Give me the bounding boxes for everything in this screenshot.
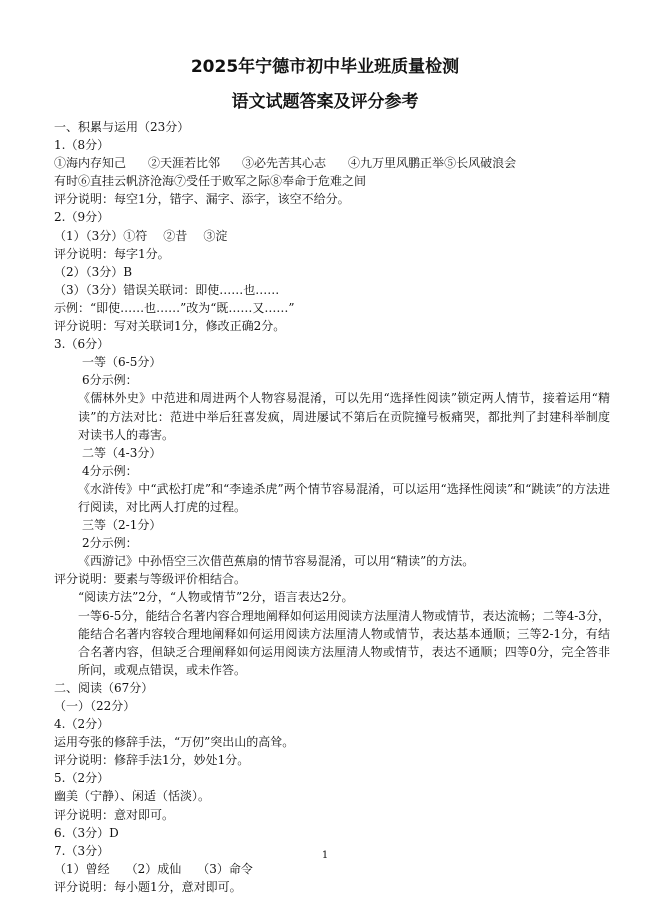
answer-line: （3）（3分）错误关联词：即使……也……: [54, 282, 280, 297]
answer-line: 幽美（宁静）、闲适（恬淡）。: [54, 789, 211, 804]
sample-label: 2分示例：: [82, 536, 138, 551]
answer-content: [54, 118, 610, 896]
sample-label: 4分示例：: [82, 463, 138, 478]
scoring-note: 一等6-5分，能结合名著内容合理地阐释如何运用阅读方法厘清人物或情节，表达流畅；二等4-3分，能结合名著内容较合理地阐释如何运用阅读方法厘清人物或情节，表达基本通顺；三等2-1分，有结合名著内容，但缺乏合理阐释如何运用阅读方法厘清人物或情节，表达不通顺；四等0分，完全答非所问，或观点错误，或未作答。: [78, 608, 610, 677]
answer-line: [54, 154, 610, 172]
question-label: 7.（3分）: [54, 843, 110, 858]
sample-text: 《水浒传》中“武松打虎”和“李逵杀虎”两个情节容易混淆，可以运用“选择性阅读”和“跳读”的方法进行阅读，对比两人打虎的过程。: [78, 481, 610, 514]
question-label: 4.（2分）: [54, 717, 110, 732]
answer-item: ③淀: [203, 228, 228, 243]
grade-label: 三等（2-1分）: [82, 518, 162, 533]
answer-line: [54, 860, 610, 878]
sample-label: 6分示例：: [82, 373, 138, 388]
example-line: 示例：“即使……也……”改为“既……又……”: [54, 300, 295, 315]
scoring-note: 评分说明：每字1分。: [54, 246, 170, 261]
scoring-note: 评分说明：修辞手法1分，妙处1分。: [54, 753, 250, 768]
answer-line: 运用夸张的修辞手法，“万仞”突出山的高耸。: [54, 735, 295, 750]
answer-item: （2）成仙: [125, 861, 182, 876]
section-heading: 一、积累与运用（23分）: [54, 120, 190, 134]
question-label: 3.（6分）: [54, 337, 110, 352]
scoring-note: 评分说明：每空1分，错字、漏字、添字，该空不给分。: [54, 192, 350, 207]
answer-item: ④九万里风鹏正举: [348, 156, 445, 171]
grade-label: 二等（4-3分）: [82, 445, 162, 460]
document-subtitle: 语文试题答案及评分参考: [231, 92, 419, 112]
question-label: 1.（8分）: [54, 138, 110, 153]
grade-label: 一等（6-5分）: [82, 355, 162, 370]
part-heading: （一）（22分）: [54, 699, 136, 713]
question-label: 2.（9分）: [54, 210, 110, 225]
question-label: 5.（2分）: [54, 771, 110, 786]
answer-item: ②天涯若比邻: [148, 156, 221, 171]
answer-item: （1）曾经: [54, 861, 110, 876]
scoring-note: 评分说明：写对关联词1分，修改正确2分。: [54, 319, 286, 334]
sub-question-label: （1）（3分）: [54, 228, 124, 243]
answer-item: （3）命令: [197, 861, 253, 876]
answer-line: （2）（3分）B: [54, 264, 133, 279]
scoring-note: “阅读方法”2分，“人物或情节”2分，语言表达2分。: [78, 590, 354, 605]
answer-item: ①海内存知己: [54, 156, 127, 171]
scoring-note: 评分说明：要素与等级评价相结合。: [54, 572, 247, 587]
answer-item: ③必先苦其心志: [242, 156, 327, 171]
answer-line: [54, 227, 610, 245]
page-number: 1: [321, 850, 329, 861]
sample-text: 《儒林外史》中范进和周进两个人物容易混淆，可以先用“选择性阅读”锁定两人情节，接着运用“精读”的方法对比：范进中举后狂喜发疯，周进屡试不第后在贡院撞号板痛哭，都批判了封建科举制度对读书人的毒害。: [78, 391, 610, 442]
answer-item: ⑤长风破浪会: [444, 156, 517, 171]
answer-item: ②昔: [163, 228, 188, 243]
sample-text: 《西游记》中孙悟空三次借芭蕉扇的情节容易混淆，可以用“精读”的方法。: [78, 554, 475, 569]
answer-line: 有时⑥直挂云帆济沧海⑦受任于败军之际⑧奉命于危难之间: [54, 174, 367, 189]
question-label: 6.（3分）D: [54, 825, 119, 840]
section-heading: 二、阅读（67分）: [54, 680, 154, 695]
answer-item: ①符: [123, 228, 148, 243]
scoring-note: 评分说明：意对即可。: [54, 807, 175, 822]
scoring-note: 评分说明：每小题1分，意对即可。: [54, 879, 242, 894]
document-title: 2025年宁德市初中毕业班质量检测: [190, 57, 460, 77]
